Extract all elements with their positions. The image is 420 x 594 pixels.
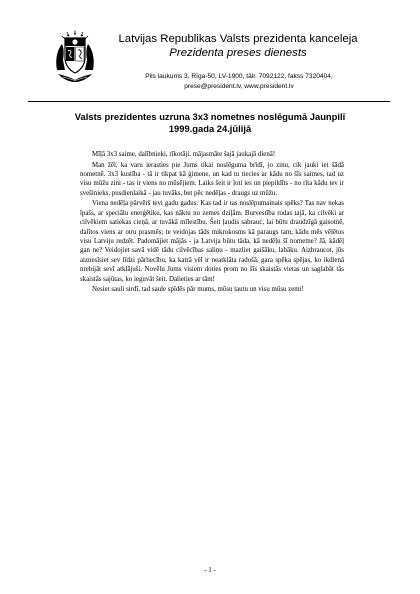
speech-body (80, 150, 344, 296)
page-number: - 1 - (204, 566, 216, 574)
address-line: Pils laukums 3, Rīga-50, LV-1900, tālr. 7092122, fakss 7320404, (145, 73, 333, 80)
document-title (40, 111, 380, 135)
department-name: Prezidenta preses dienests (169, 47, 307, 59)
paragraph-greeting: Mīļā 3x3 saime, dalībnieki, rīkotāji, mājasmāte šajā jaukajā dienā! (92, 151, 276, 158)
paragraph-closing: Nesiet sauli sirdī, tad saule spīdēs pār mums, mūsu tautu un visu mūsu zemi! (92, 286, 304, 294)
title-line-2: 1999.gada 24.jūlijā (168, 123, 252, 134)
latvian-coat-of-arms-emblem (54, 30, 96, 84)
organization-name: Latvijas Republikas Valsts prezidenta kanceleja (118, 33, 358, 45)
contact-info (108, 72, 370, 92)
email-web-line: prese@president.lv, www.president.lv (184, 83, 294, 90)
header-divider (28, 101, 390, 102)
paragraph-1: Man žēl, ka varu ierasties pie Jums tikai noslēguma brīdī, jo zinu, cik jauki iet šādā nometnē. 3x3 kustība - tā ir tikpat kā ģimene, un kad tu tiecies ar kādu no šīs saimes, tad uz visu mūžu zini - tas ir viens no mūsējiem. Laiks šeit ir ļoti ies un piepildīts - no rīta kādu tev ir svešinieks, pusdienlaikā - jau tuvāks, bet pēc nedēļas - draugs uz mūžu. (80, 161, 344, 197)
paragraph-2: Viena nedēļa pārvērš tevi gadu gadus. Kas tad ir tas noslēpumainais spēks? Tas nav nekas īpašs, ar speciālu enerģētiku, kas nāktu no zemes dziļām. Burvestība rodas tajā, ka cilvēki ar cilvēkiem satiekas cieņā, ar tuvākā mīlestību. Šeit ļaudis sabrauc, lai būtu draudzīgā gaisotnē, dalītos viens ar otru prasmēs; te veidojas tāds mikrokosms kā paraugs tam, kādu mēs vēlētos visu Latviju redzēt. Padomājiet mājās - ja Latvija būtu tāda, kā nedēļu šī nometne? Jā, kādēļ gan ne? Veidojiet savā vidē tādu cilvēcības saliņu - mazliet gaišāku, labāku. Aizbraucot, jūs aiznesīsiet sev līdzi pārliecību, ka katrā vēl ir neatklāta radošā, gara spēka spējas, ko ikdienā nrebijāt sevī atklājuši. Novēlu Jums visiem doties prom no šīs skaistās vietas un saglabāt tās skaistās sajūtas, ko ieguvāt šeit. Dalieties ar tām! (80, 200, 344, 283)
title-line-1: Valsts prezidentes uzruna 3x3 nometnes noslēgumā Jaunpilī (74, 111, 346, 122)
letterhead (104, 32, 372, 60)
